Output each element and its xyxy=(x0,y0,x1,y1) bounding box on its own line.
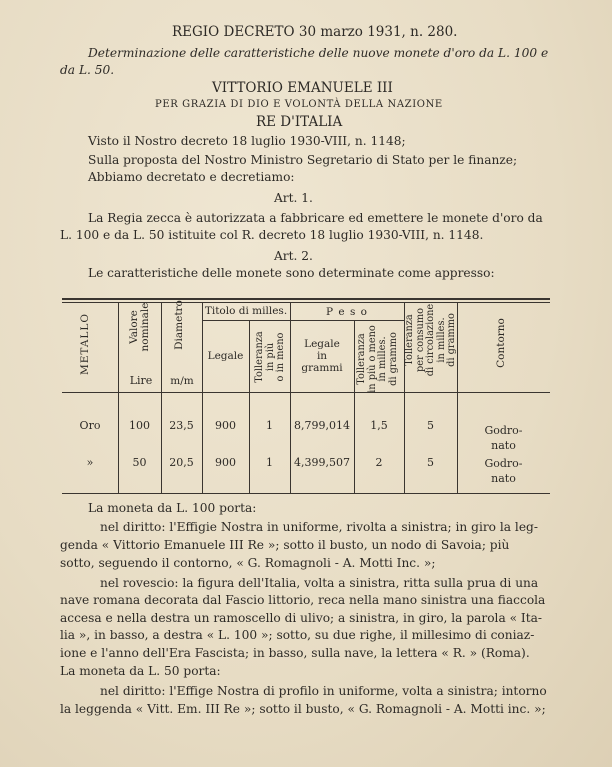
table-header-rule xyxy=(62,392,550,393)
header-valore: Valore nominale xyxy=(128,302,151,352)
header-mm: m/m xyxy=(170,375,194,387)
row2-metallo: » xyxy=(86,456,94,469)
row1-toll-peso: 1,5 xyxy=(370,419,388,432)
row1-peso: 8,799,014 xyxy=(294,419,350,432)
header-diametro: Diametro xyxy=(173,300,185,350)
row2-toll-consumo: 5 xyxy=(427,456,434,469)
art2-line1: Le caratteristiche delle monete sono determinate come appresso: xyxy=(88,266,495,280)
preamble-proposta: Sulla proposta del Nostro Ministro Segretario di Stato per le finanze; xyxy=(88,153,518,167)
row1-valore: 100 xyxy=(129,419,150,432)
header-titolo-legale: Legale xyxy=(207,350,244,362)
row2-titolo: 900 xyxy=(215,456,236,469)
header-peso: P e s o xyxy=(325,306,368,318)
art1-title: Art. 1. xyxy=(274,191,313,205)
row2-diametro: 20,5 xyxy=(169,456,194,469)
body-line-3: genda « Vittorio Emanuele III Re »; sotto il busto, un nodo di Savoia; più xyxy=(60,538,510,552)
header-contorno: Contorno xyxy=(495,318,507,368)
coin-specs-table xyxy=(62,298,550,494)
header-titolo: Titolo di milles. xyxy=(204,305,288,317)
row1-toll-titolo: 1 xyxy=(266,419,273,432)
header-peso-legale: Legale in grammi xyxy=(301,338,343,374)
body-line-5: nel rovescio: la figura dell'Italia, volta a sinistra, ritta sulla prua di una xyxy=(100,576,539,590)
body-line-8: lia », in basso, a destra « L. 100 »; sotto, su due righe, il millesimo di coniaz- xyxy=(60,628,535,642)
row2-contorno: Godro- nato xyxy=(484,457,523,485)
header-toll-titolo: Tolleranza in più o in meno xyxy=(254,331,286,383)
table-bottom-rule xyxy=(62,493,550,494)
row1-contorno: Godro- nato xyxy=(484,424,523,452)
header-toll-consumo: Tolleranza per consumo di circolazione in milles. di grammo xyxy=(404,303,457,377)
body-line-7: accesa e nella destra un ramoscello di ulivo; a sinistra, in giro, la parola « Ita- xyxy=(60,611,543,625)
body-line-2: nel diritto: l'Effigie Nostra in uniforme, rivolta a sinistra; in giro la leg- xyxy=(100,520,538,534)
row2-peso: 4,399,507 xyxy=(294,456,350,469)
decree-subject-line2: da L. 50. xyxy=(60,63,115,77)
decree-title: REGIO DECRETO 30 marzo 1931, n. 280. xyxy=(172,24,458,40)
king-name: VITTORIO EMANUELE III xyxy=(212,80,393,96)
body-line-4: sotto, seguendo il contorno, « G. Romagnoli - A. Motti Inc. »; xyxy=(60,556,436,570)
row2-toll-titolo: 1 xyxy=(266,456,273,469)
body-line-6: nave romana decorata dal Fascio littorio, reca nella mano sinistra una fiaccola xyxy=(60,593,546,607)
body-line-11: nel diritto: l'Effige Nostra di profilo in uniforme, volta a sinistra; intorno xyxy=(100,684,547,698)
body-line-9: ione e l'anno dell'Era Fascista; in basso, sulla nave, la lettera « R. » (Roma). xyxy=(60,646,530,660)
row2-valore: 50 xyxy=(132,456,147,469)
body-line-1: La moneta da L. 100 porta: xyxy=(88,501,257,515)
art1-line2: L. 100 e da L. 50 istituite col R. decreto 18 luglio 1930-VIII, n. 1148. xyxy=(60,228,484,242)
decree-subject-line1: Determinazione delle caratteristiche delle nuove monete d'oro da L. 100 e xyxy=(88,46,549,60)
body-line-10: La moneta da L. 50 porta: xyxy=(60,664,221,678)
preamble-visto: Visto il Nostro decreto 18 luglio 1930-VIII, n. 1148; xyxy=(88,134,406,148)
header-toll-peso: Tolleranza in più o meno in milles. di grammo xyxy=(356,325,399,393)
art2-title: Art. 2. xyxy=(274,249,313,263)
titolo-subrule xyxy=(202,320,290,321)
header-metallo: METALLO xyxy=(79,313,91,375)
row1-metallo: Oro xyxy=(79,419,101,432)
row1-toll-consumo: 5 xyxy=(427,419,434,432)
header-lire: Lire xyxy=(129,374,153,387)
preamble-decretato: Abbiamo decretato e decretiamo: xyxy=(88,170,295,184)
body-line-12: la leggenda « Vitt. Em. III Re »; sotto il busto, « G. Romagnoli - A. Motti inc. »; xyxy=(60,702,546,716)
peso-subrule xyxy=(290,320,404,321)
row1-titolo: 900 xyxy=(215,419,236,432)
row1-diametro: 23,5 xyxy=(169,419,194,432)
grace-line: PER GRAZIA DI DIO E VOLONTÀ DELLA NAZIONE xyxy=(155,99,443,110)
re-italia: RE D'ITALIA xyxy=(256,114,343,130)
art1-line1: La Regia zecca è autorizzata a fabbricare ed emettere le monete d'oro da xyxy=(88,211,543,225)
row2-toll-peso: 2 xyxy=(375,456,383,469)
